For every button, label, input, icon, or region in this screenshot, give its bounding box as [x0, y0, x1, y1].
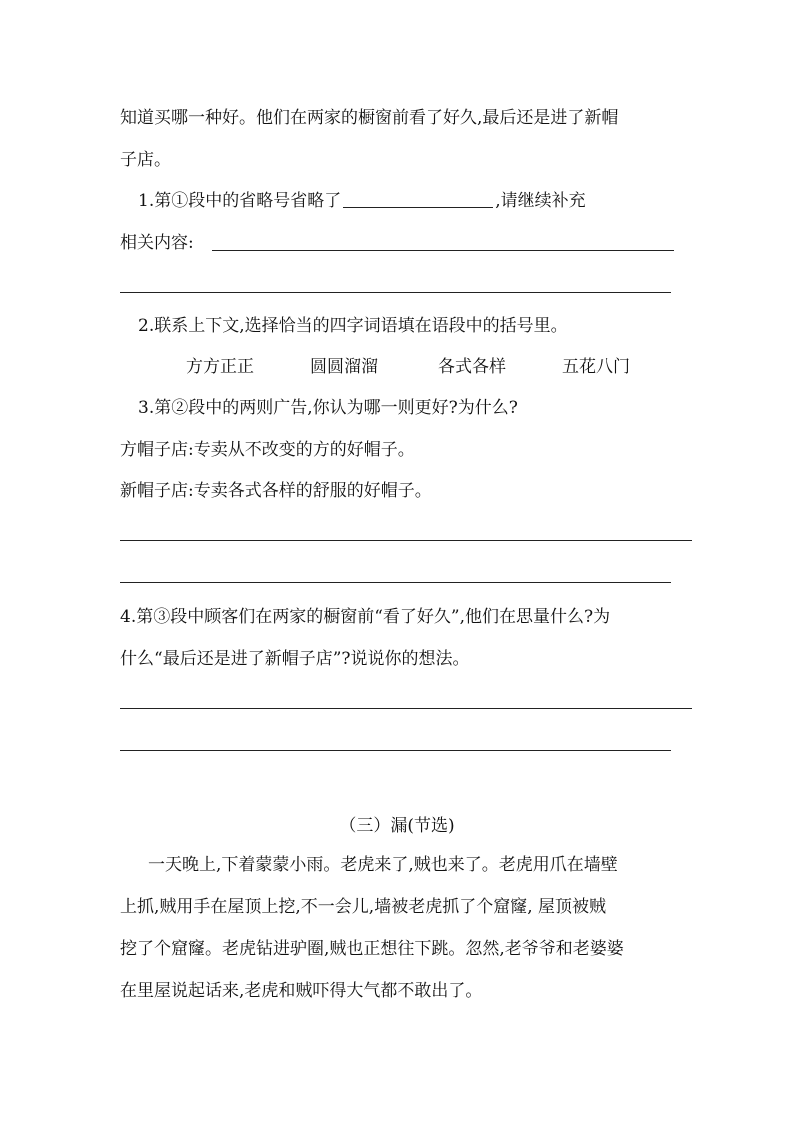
- passage-line: 知道买哪一种好。他们在两家的橱窗前看了好久,最后还是进了新帽: [120, 108, 619, 128]
- word-option: 圆圆溜溜: [310, 357, 378, 377]
- passage-line: 一天晚上,下着蒙蒙小雨。老虎来了,贼也来了。老虎用爪在墙壁: [148, 855, 618, 875]
- answer-line[interactable]: [212, 250, 674, 251]
- question-1: [138, 190, 586, 212]
- passage-line: 挖了个窟窿。老虎钻进驴圈,贼也正想往下跳。忽然,老爷爷和老婆婆: [120, 939, 624, 959]
- word-option: 方方正正: [186, 357, 254, 377]
- answer-label: 相关内容:: [120, 233, 194, 253]
- answer-line[interactable]: [120, 708, 692, 709]
- section-title: （三）漏(节选): [339, 816, 455, 836]
- advertisement-2: 新帽子店:专卖各式各样的舒服的好帽子。: [120, 481, 432, 501]
- question-1-suffix: ,请继续补充: [495, 191, 586, 211]
- answer-line[interactable]: [120, 582, 671, 583]
- passage-line: 子店。: [120, 150, 171, 170]
- passage-line: 上抓,贼用手在屋顶上挖,不一会儿,墙被老虎抓了个窟窿, 屋顶被贼: [120, 897, 607, 917]
- question-2: 2.联系上下文,选择恰当的四字词语填在语段中的括号里。: [138, 316, 568, 336]
- word-option: 五花八门: [562, 357, 630, 377]
- answer-line[interactable]: [120, 750, 671, 751]
- word-option: 各式各样: [438, 357, 506, 377]
- question-4: 什么“最后还是进了新帽子店”?说说你的想法。: [120, 649, 470, 669]
- question-4: 4.第③段中顾客们在两家的橱窗前“看了好久”,他们在思量什么?为: [120, 607, 611, 627]
- passage-line: 在里屋说起话来,老虎和贼吓得大气都不敢出了。: [120, 981, 483, 1001]
- question-3: 3.第②段中的两则广告,你认为哪一则更好?为什么?: [138, 398, 518, 418]
- advertisement-1: 方帽子店:专卖从不改变的方的好帽子。: [120, 440, 415, 460]
- question-1-prefix: 1.第①段中的省略号省略了: [138, 191, 342, 211]
- answer-line[interactable]: [120, 540, 692, 541]
- answer-line[interactable]: [120, 292, 671, 293]
- fill-in-blank[interactable]: [343, 191, 493, 208]
